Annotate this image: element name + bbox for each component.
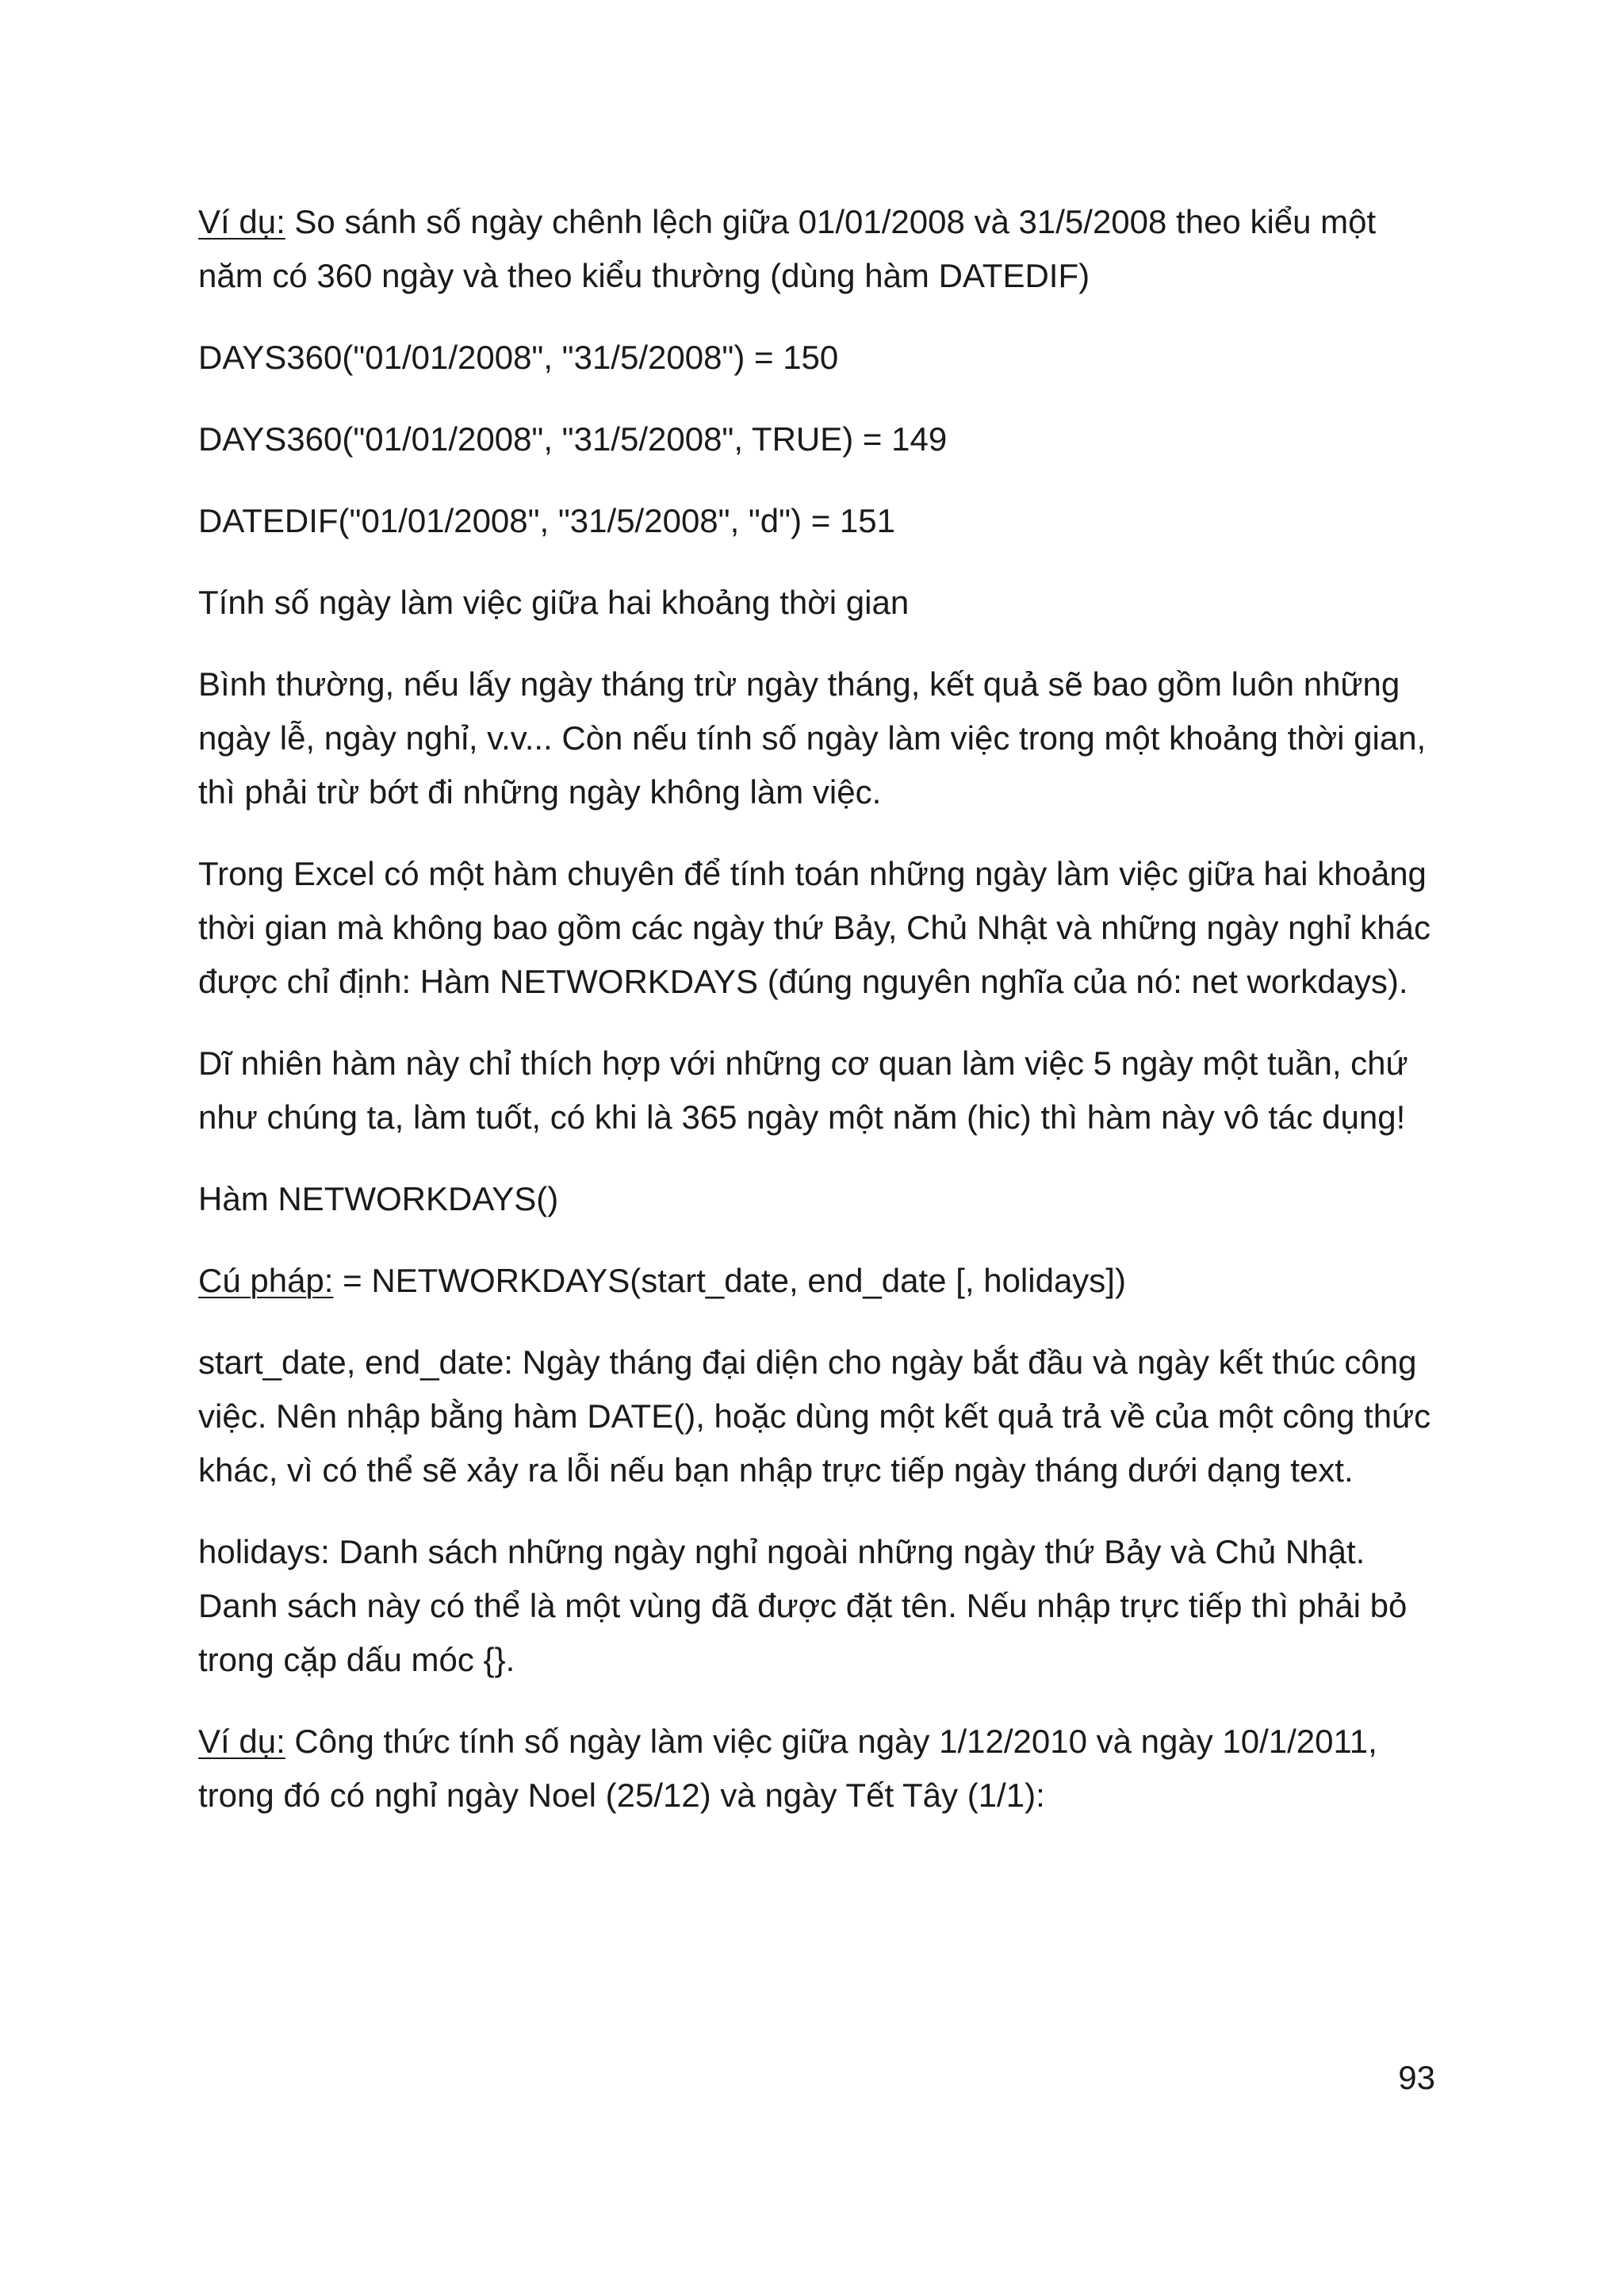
paragraph-text: Trong Excel có một hàm chuyên để tính toán những ngày làm việc giữa hai khoảng thời gian mà không bao gồm các ngày thứ Bảy, Chủ Nhật và những ngày nghỉ khác được chỉ định: Hàm NETWORKDAYS (đúng nguyên nghĩa của nó: net workdays). xyxy=(198,855,1431,1000)
paragraph-text: Tính số ngày làm việc giữa hai khoảng thời gian xyxy=(198,584,910,621)
syntax-label: Cú pháp: xyxy=(198,1262,334,1299)
paragraph-text: start_date, end_date: Ngày tháng đại diện cho ngày bắt đầu và ngày kết thúc công việc. Nên nhập bằng hàm DATE(), hoặc dùng một kết quả trả về của một công thức khác, vì có thể sẽ xảy ra lỗi nếu bạn nhập trực tiếp ngày tháng dưới dạng text. xyxy=(198,1343,1431,1489)
example-paragraph xyxy=(198,195,1435,303)
paragraph-text: Bình thường, nếu lấy ngày tháng trừ ngày tháng, kết quả sẽ bao gồm luôn những ngày lễ, ngày nghỉ, v.v... Còn nếu tính số ngày làm việc trong một khoảng thời gian, thì phải trừ bớt đi những ngày không làm việc. xyxy=(198,665,1427,811)
page-number: 93 xyxy=(1398,2059,1435,2096)
paragraph-text: = NETWORKDAYS(start_date, end_date [, holidays]) xyxy=(333,1262,1126,1299)
paragraph-text: Công thức tính số ngày làm việc giữa ngày 1/12/2010 và ngày 10/1/2011, trong đó có nghỉ ngày Noel (25/12) và ngày Tết Tây (1/1): xyxy=(198,1723,1377,1814)
formula-line xyxy=(198,331,1435,385)
paragraph-text: Hàm NETWORKDAYS() xyxy=(198,1180,559,1217)
section-heading xyxy=(198,576,1435,630)
body-paragraph xyxy=(198,657,1435,819)
example-label: Ví dụ: xyxy=(198,203,285,240)
example-paragraph xyxy=(198,1715,1435,1823)
paragraph-text: DAYS360("01/01/2008", "31/5/2008") = 150 xyxy=(198,339,839,376)
body-paragraph xyxy=(198,847,1435,1009)
paragraph-text: DATEDIF("01/01/2008", "31/5/2008", "d") = 151 xyxy=(198,502,896,539)
body-paragraph xyxy=(198,1525,1435,1687)
body-paragraph xyxy=(198,1037,1435,1144)
page-body xyxy=(198,195,1435,1850)
body-paragraph xyxy=(198,1336,1435,1497)
function-heading xyxy=(198,1172,1435,1226)
paragraph-text: DAYS360("01/01/2008", "31/5/2008", TRUE) = 149 xyxy=(198,420,948,458)
formula-line xyxy=(198,412,1435,466)
example-label: Ví dụ: xyxy=(198,1723,285,1760)
paragraph-text: holidays: Danh sách những ngày nghỉ ngoài những ngày thứ Bảy và Chủ Nhật. Danh sách này có thể là một vùng đã được đặt tên. Nếu nhập trực tiếp thì phải bỏ trong cặp dấu móc {}. xyxy=(198,1533,1408,1678)
formula-line xyxy=(198,494,1435,548)
paragraph-text: Dĩ nhiên hàm này chỉ thích hợp với những cơ quan làm việc 5 ngày một tuần, chứ như chúng ta, làm tuốt, có khi là 365 ngày một năm (hic) thì hàm này vô tác dụng! xyxy=(198,1045,1408,1136)
syntax-paragraph xyxy=(198,1254,1435,1308)
paragraph-text: So sánh số ngày chênh lệch giữa 01/01/2008 và 31/5/2008 theo kiểu một năm có 360 ngày và theo kiểu thường (dùng hàm DATEDIF) xyxy=(198,203,1377,294)
